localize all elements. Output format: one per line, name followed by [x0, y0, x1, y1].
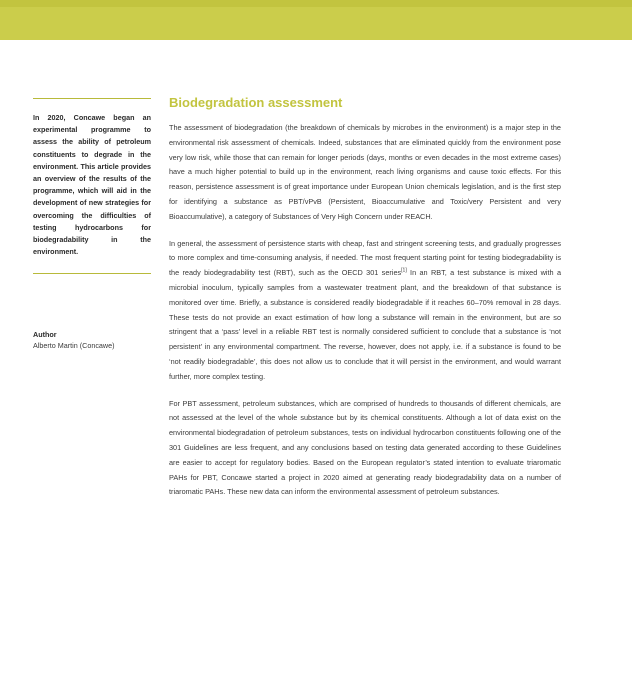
- header-band: [0, 0, 632, 40]
- author-label: Author: [33, 330, 57, 339]
- paragraph-2-part-a: In general, the assessment of persistence starts with cheap, fast and stringent screening tests, and gradually progresses to more complex and time-consuming analysis, if needed. The most frequent starting point for testing biodegradability is the ready biodegradability test (RBT), such as the OECD 301 series: [169, 238, 561, 278]
- paragraph-2: [169, 237, 561, 385]
- sidebar-summary-block: [33, 98, 151, 258]
- author-block: [33, 329, 151, 351]
- header-band-strip: [0, 0, 632, 7]
- paragraph-3: For PBT assessment, petroleum substances, which are comprised of hundreds to thousands of different chemicals, are not assessed at the level of the whole substance but by its chemical constituents. Although a lot of data exist on the environmental biodegradation of petroleum substances, tests on individual hydrocarbon constituents following one of the 301 Guidelines are less frequent, and any conclusions based on testing data generated according to these Guidelines are easier to accept for regulatory bodies. Based on the European regulator’s stated intention to evaluate triaromatic PAHs for PBT, Concawe started a project in 2020 aimed at generating ready biodegradability data on a number of triaromatic PAHs. These new data can inform the environmental assessment of petroleum substances.: [169, 398, 561, 497]
- sidebar-bottom-rule: [33, 273, 151, 274]
- footnote-ref-1[interactable]: [1]: [401, 267, 407, 274]
- sidebar-top-rule: [33, 98, 151, 99]
- article-body: [169, 94, 561, 512]
- paragraph-2-part-b: In an RBT, a test substance is mixed with a microbial inoculum, typically samples from a wastewater treatment plant, and the breakdown of that substance is monitored over time. Briefly, a substance is considered readily biodegradable if it reaches 60–70% removal in 28 days. These tests do not provide an exact estimation of how long a substance will remain in the environment, but are so stringent that a ‘pass’ level in a reliable RBT test is normally considered sufficient to conclude that a substance is ‘not persistent’ in any environmental compartment. The reverse, however, does not apply, i.e. if a substance is found to be ‘not readily biodegradable’, this does not allow us to conclude that it will persist in the environment, and would warrant further, more complex testing.: [169, 268, 561, 381]
- author-name: Alberto Martin (Concawe): [33, 341, 115, 350]
- paragraph-1: The assessment of biodegradation (the breakdown of chemicals by microbes in the environment) is a major step in the environmental risk assessment of chemicals. Indeed, substances that are eliminated quickly from the environment pose very low risk, while those that can remain for longer periods (days, months or even decades in the most extreme cases) have a much higher potential to build up in the environment, reach living organisms and cause toxic effects. For this reason, persistence assessment is of great importance under European Union chemicals legislation, and is the first step for identifying a substance as PBT/vPvB (Persistent, Bioaccumulative and Toxic/very Persistent and very Bioaccumulative), a category of Substances of Very High Concern under REACH.: [169, 123, 561, 221]
- sidebar-summary: In 2020, Concawe began an experimental programme to assess the ability of petroleum constituents to degrade in the environment. This article provides an overview of the results of the programme, which will aid in the development of new strategies for overcoming the difficulties of testing hydrocarbons for biodegradability in the environment.: [33, 113, 151, 257]
- section-title: Biodegradation assessment: [169, 95, 343, 110]
